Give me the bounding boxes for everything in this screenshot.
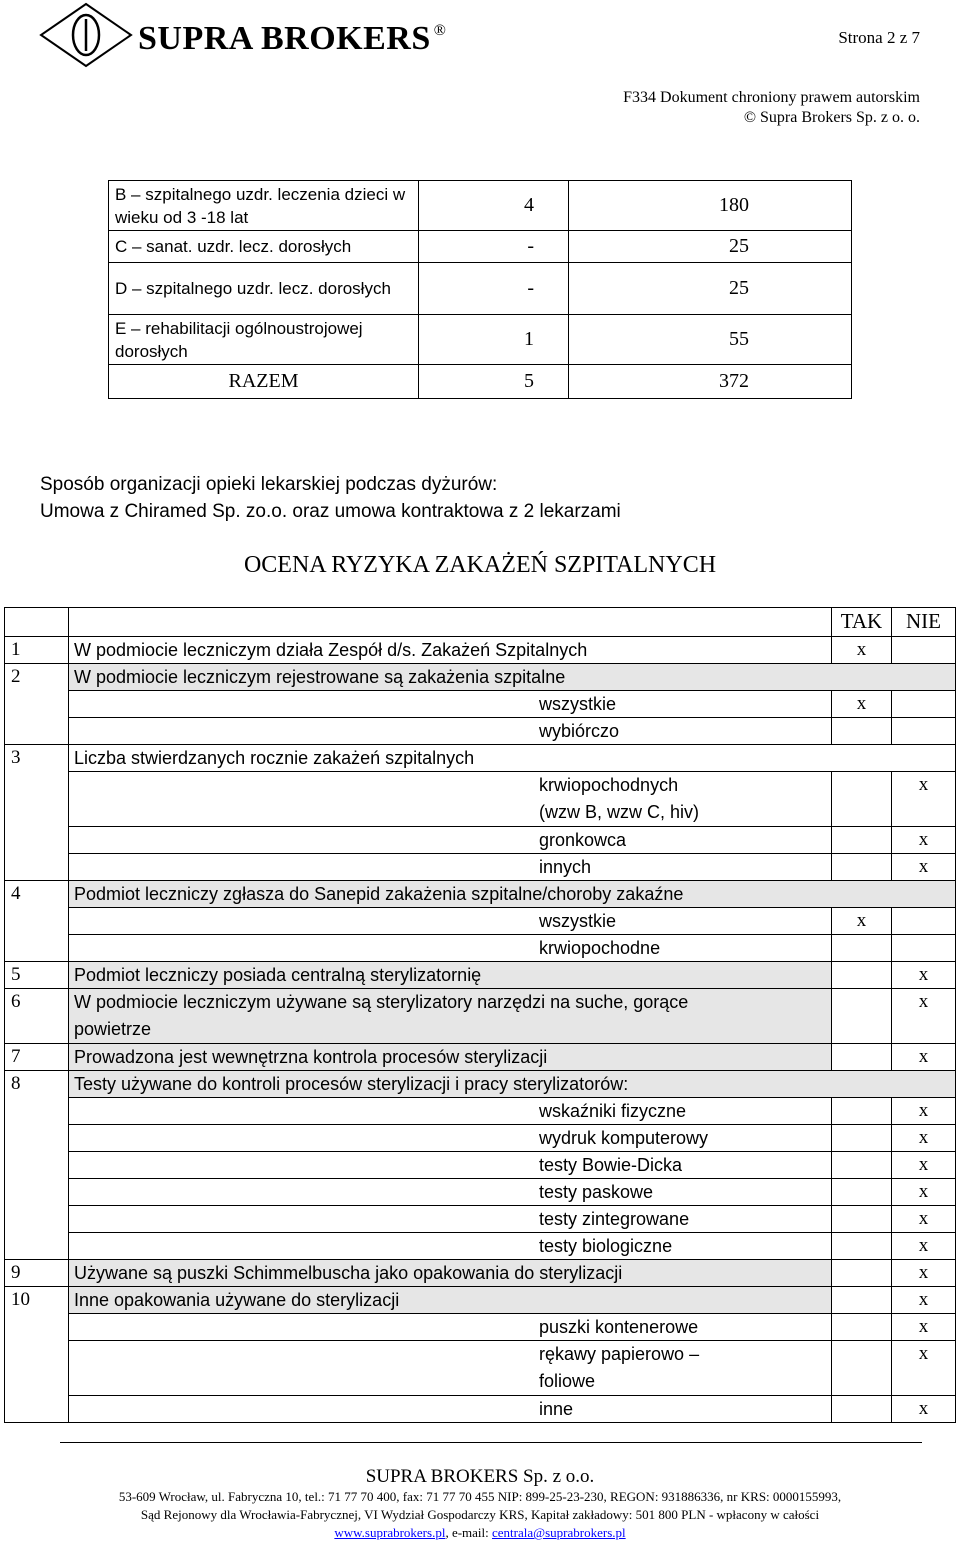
footer-court: Sąd Rejonowy dla Wrocławia-Fabrycznej, VI Wydział Gospodarczy KRS, Kapitał zakładowy: 501 800 PLN - wpłacony w całości xyxy=(140,1507,820,1522)
row-label: E – rehabilitacji ogólnoustrojowej dorosłych xyxy=(109,315,419,365)
row-label: B – szpitalnego uzdr. leczenia dzieci w wieku od 3 -18 lat xyxy=(109,181,419,231)
nie-header: NIE xyxy=(892,608,956,637)
row-label: C – sanat. uzdr. lecz. dorosłych xyxy=(109,231,419,263)
header-row xyxy=(5,608,956,637)
table-row: 8 Testy używane do kontroli procesów sterylizacji i pracy sterylizatorów: xyxy=(5,1071,956,1098)
table-row: gronkowca x xyxy=(5,827,956,854)
table-row: rękawy papierowo – foliowe x xyxy=(5,1341,956,1396)
table-row: 9 Używane są puszki Schimmelbuscha jako opakowania do sterylizacji x xyxy=(5,1260,956,1287)
table-row: testy Bowie-Dicka x xyxy=(5,1152,956,1179)
table-row: krwiopochodnych (wzw B, wzw C, hiv) x xyxy=(5,772,956,827)
duty-organization: Sposób organizacji opieki lekarskiej podczas dyżurów: Umowa z Chiramed Sp. zo.o. oraz umowa kontraktowa z 2 lekarzami xyxy=(40,474,621,522)
beds-table xyxy=(108,180,852,399)
company-logo xyxy=(38,2,134,68)
table-row: 4 Podmiot leczniczy zgłasza do Sanepid zakażenia szpitalne/choroby zakaźne xyxy=(5,881,956,908)
table-row: C – sanat. uzdr. lecz. dorosłych - 25 xyxy=(109,231,852,263)
table-row: 6 W podmiocie leczniczym używane są sterylizatory narzędzi na suche, gorące powietrze x xyxy=(5,989,956,1044)
risk-table xyxy=(4,607,956,1423)
footer-contact: www.suprabrokers.pl, e-mail: centrala@suprabrokers.pl xyxy=(334,1525,626,1540)
copyright-notice: F334 Dokument chroniony prawem autorskim © Supra Brokers Sp. z o. o. xyxy=(623,89,920,126)
table-row: B – szpitalnego uzdr. leczenia dzieci w wieku od 3 -18 lat 4 180 xyxy=(109,181,852,231)
tak-header: TAK xyxy=(832,608,892,637)
table-row: wszystkie x xyxy=(5,691,956,718)
website-link[interactable]: www.suprabrokers.pl xyxy=(334,1525,446,1540)
table-row: 10 Inne opakowania używane do sterylizacji x xyxy=(5,1287,956,1314)
table-row: 7 Prowadzona jest wewnętrzna kontrola procesów sterylizacji x xyxy=(5,1044,956,1071)
brand-name: SUPRA BROKERS ® xyxy=(138,20,447,57)
table-row: testy zintegrowane x xyxy=(5,1206,956,1233)
row-label: D – szpitalnego uzdr. lecz. dorosłych xyxy=(109,263,419,315)
table-row: innych x xyxy=(5,854,956,881)
table-row: testy biologiczne x xyxy=(5,1233,956,1260)
table-row: D – szpitalnego uzdr. lecz. dorosłych - 25 xyxy=(109,263,852,315)
table-row: wybiórczo xyxy=(5,718,956,745)
footer-address: 53-609 Wrocław, ul. Fabryczna 10, tel.: 71 77 70 400, fax: 71 77 70 455 NIP: 899-25-23-230, REGON: 931886336, nr KRS: 0000155993, xyxy=(118,1489,842,1504)
email-link[interactable]: centrala@suprabrokers.pl xyxy=(492,1525,626,1540)
page-number: Strona 2 z 7 xyxy=(838,28,920,47)
table-row: wydruk komputerowy x xyxy=(5,1125,956,1152)
table-row: inne x xyxy=(5,1396,956,1423)
table-row: 3 Liczba stwierdzanych rocznie zakażeń szpitalnych xyxy=(5,745,956,772)
table-row: 2 W podmiocie leczniczym rejestrowane są zakażenia szpitalne xyxy=(5,664,956,691)
table-row: puszki kontenerowe x xyxy=(5,1314,956,1341)
section-title: OCENA RYZYKA ZAKAŻEŃ SZPITALNYCH xyxy=(243,552,717,578)
table-row: E – rehabilitacji ogólnoustrojowej dorosłych 1 55 xyxy=(109,315,852,365)
total-row: RAZEM 5 372 xyxy=(109,365,852,399)
table-row: krwiopochodne xyxy=(5,935,956,962)
footer-company: SUPRA BROKERS Sp. z o.o. xyxy=(365,1466,595,1487)
registered-mark: ® xyxy=(433,22,447,39)
table-row: wskaźniki fizyczne x xyxy=(5,1098,956,1125)
footer-divider xyxy=(60,1442,922,1443)
table-row: testy paskowe x xyxy=(5,1179,956,1206)
table-row: 5 Podmiot leczniczy posiada centralną sterylizatornię x xyxy=(5,962,956,989)
table-row: wszystkie x xyxy=(5,908,956,935)
table-row: 1 W podmiocie leczniczym działa Zespół d/s. Zakażeń Szpitalnych x xyxy=(5,637,956,664)
